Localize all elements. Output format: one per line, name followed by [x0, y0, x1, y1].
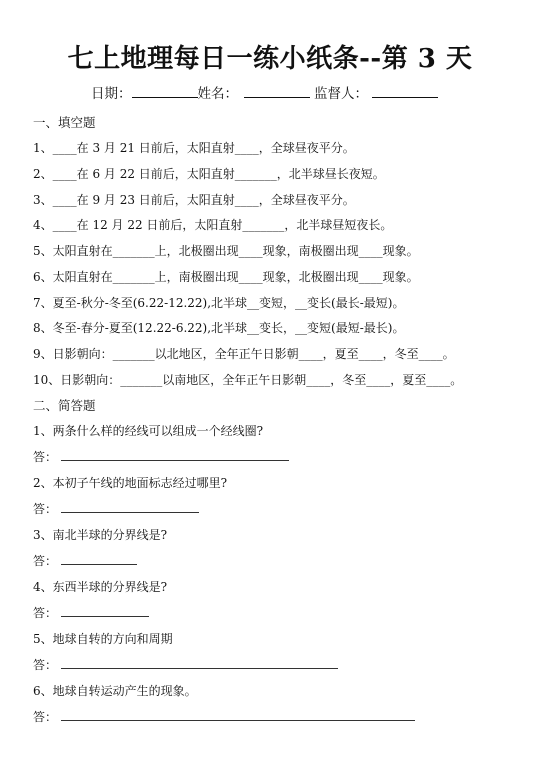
- answer-line-2[interactable]: [61, 500, 199, 513]
- answer-row-2: [33, 500, 199, 517]
- date-label: 日期：: [91, 86, 132, 102]
- question-2: 2、本初子午线的地面标志经过哪里?: [33, 476, 228, 490]
- page-title: 七上地理每日一练小纸条--第 3 天: [67, 44, 473, 74]
- answer-line-6[interactable]: [61, 708, 415, 721]
- answer-label: 答：: [33, 710, 58, 724]
- fill-item-10: 10、日影朝向：_______以南地区，全年正午日影朝____，冬至____，夏至____。: [33, 373, 463, 387]
- question-5: 5、地球自转的方向和周期: [33, 632, 173, 646]
- fill-item-3: 3、____在 9 月 23 日前后，太阳直射____，全球昼夜平分。: [33, 193, 355, 207]
- question-1: 1、两条什么样的经线可以组成一个经线圈?: [33, 424, 264, 438]
- name-label: 姓名：: [197, 86, 238, 102]
- supervisor-label: 监督人：: [314, 86, 368, 102]
- answer-label: 答：: [33, 554, 58, 568]
- info-row: [91, 82, 438, 102]
- fill-item-2: 2、____在 6 月 22 日前后，太阳直射_______，北半球昼长夜短。: [33, 167, 385, 181]
- answer-line-1[interactable]: [61, 448, 289, 461]
- fill-item-9: 9、日影朝向：_______以北地区，全年正午日影朝____，夏至____，冬至____。: [33, 347, 455, 361]
- answer-row-5: [33, 656, 338, 673]
- fill-item-4: 4、____在 12 月 22 日前后，太阳直射_______，北半球昼短夜长。: [33, 218, 393, 232]
- question-4: 4、东西半球的分界线是?: [33, 580, 168, 594]
- answer-line-3[interactable]: [61, 552, 137, 565]
- answer-label: 答：: [33, 502, 58, 516]
- fill-item-8: 8、冬至-春分-夏至(12.22-6.22),北半球__变长，__变短(最短-最长)。: [33, 321, 405, 335]
- supervisor-blank[interactable]: [372, 84, 438, 98]
- answer-row-4: [33, 604, 149, 621]
- answer-row-6: [33, 708, 415, 725]
- answer-row-3: [33, 552, 137, 569]
- name-blank[interactable]: [244, 84, 310, 98]
- fill-item-5: 5、太阳直射在_______上，北极圈出现____现象，南极圈出现____现象。: [33, 244, 419, 258]
- answer-label: 答：: [33, 606, 58, 620]
- fill-item-6: 6、太阳直射在_______上，南极圈出现____现象，北极圈出现____现象。: [33, 270, 419, 284]
- answer-label: 答：: [33, 450, 58, 464]
- section1-heading: 一、填空题: [33, 115, 96, 130]
- question-6: 6、地球自转运动产生的现象。: [33, 684, 197, 698]
- answer-line-4[interactable]: [61, 604, 149, 617]
- section2-heading: 二、简答题: [33, 398, 96, 413]
- fill-item-7: 7、夏至-秋分-冬至(6.22-12.22),北半球__变短，__变长(最长-最短)。: [33, 296, 405, 310]
- question-3: 3、南北半球的分界线是?: [33, 528, 168, 542]
- answer-label: 答：: [33, 658, 58, 672]
- date-blank[interactable]: [132, 84, 198, 98]
- answer-row-1: [33, 448, 289, 465]
- answer-line-5[interactable]: [61, 656, 338, 669]
- fill-item-1: 1、____在 3 月 21 日前后，太阳直射____，全球昼夜平分。: [33, 141, 355, 155]
